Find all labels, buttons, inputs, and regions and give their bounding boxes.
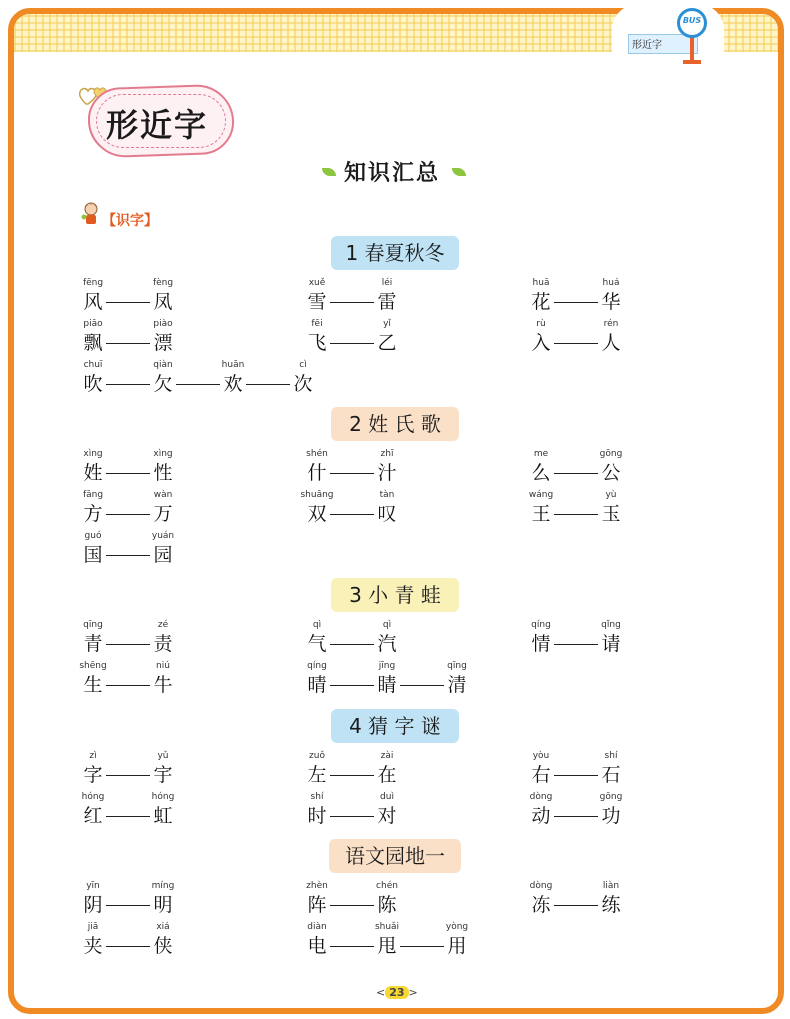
dash-line: [330, 644, 374, 646]
character-item: [445, 920, 469, 958]
character-group: [81, 488, 175, 526]
hanzi: 华: [601, 291, 621, 313]
hanzi: 园: [153, 544, 173, 566]
hanzi: 方: [83, 503, 103, 525]
pinyin: guó: [84, 531, 102, 541]
character-group: [81, 879, 175, 917]
lesson-title: 3 小 青 蛙: [331, 578, 459, 612]
character-item: [81, 488, 105, 526]
character-item: [81, 879, 105, 917]
character-item: [151, 659, 175, 697]
pinyin: yòu: [532, 751, 550, 761]
pinyin: wàn: [153, 490, 173, 500]
pinyin: niú: [156, 661, 170, 671]
character-item: [529, 790, 553, 828]
pinyin: shí: [604, 751, 618, 761]
character-group: [529, 790, 623, 828]
dash-line: [106, 473, 150, 475]
dash-line: [330, 685, 374, 687]
pinyin: rù: [536, 319, 546, 329]
dash-line: [330, 514, 374, 516]
character-group: [81, 659, 175, 697]
pinyin: wáng: [528, 490, 554, 500]
pinyin: zì: [89, 751, 97, 761]
pinyin: qīng: [83, 620, 103, 630]
character-item: [375, 920, 399, 958]
hanzi: 飞: [307, 332, 327, 354]
hanzi: 乙: [377, 332, 397, 354]
character-row: [0, 749, 790, 789]
character-item: [291, 358, 315, 396]
hanzi: 甩: [377, 935, 397, 957]
dash-line: [330, 343, 374, 345]
character-item: [305, 317, 329, 355]
pinyin: xuě: [308, 278, 326, 288]
character-item: [151, 790, 175, 828]
hanzi: 王: [531, 503, 551, 525]
dash-line: [554, 775, 598, 777]
pinyin: xiá: [156, 922, 170, 932]
pinyin: shuāng: [300, 490, 334, 500]
character-row: [0, 879, 790, 919]
dash-line: [106, 343, 150, 345]
tab-label: 形近字: [632, 40, 662, 51]
character-group: [81, 358, 315, 396]
pinyin: liàn: [602, 881, 620, 891]
pinyin: qǐng: [601, 620, 621, 630]
pinyin: diàn: [307, 922, 327, 932]
hanzi: 万: [153, 503, 173, 525]
hanzi: 花: [531, 291, 551, 313]
character-group: [305, 317, 399, 355]
hanzi: 青: [83, 633, 103, 655]
pinyin: yǐ: [383, 319, 391, 329]
hanzi: 汽: [377, 633, 397, 655]
pinyin: rén: [603, 319, 619, 329]
character-item: [375, 879, 399, 917]
hanzi: 雪: [307, 291, 327, 313]
character-item: [529, 488, 553, 526]
character-group: [529, 749, 623, 787]
hanzi: 字: [83, 764, 103, 786]
character-item: [81, 317, 105, 355]
hanzi: 清: [447, 674, 467, 696]
character-item: [599, 790, 623, 828]
hanzi: 虹: [153, 805, 173, 827]
character-item: [305, 749, 329, 787]
character-item: [599, 749, 623, 787]
character-item: [599, 618, 623, 656]
bus-stop-base: [683, 60, 701, 64]
dash-line: [106, 775, 150, 777]
hanzi: 对: [377, 805, 397, 827]
character-item: [529, 879, 553, 917]
bus-sign-label: BUS: [682, 16, 702, 25]
hanzi: 石: [601, 764, 621, 786]
hanzi: 阴: [83, 894, 103, 916]
hanzi: 飘: [83, 332, 103, 354]
dash-line: [330, 816, 374, 818]
hanzi: 宇: [153, 764, 173, 786]
character-item: [81, 749, 105, 787]
section-title: 知识汇总: [344, 161, 441, 186]
dash-line: [330, 473, 374, 475]
pinyin: me: [533, 449, 549, 459]
dash-line: [554, 816, 598, 818]
hanzi: 凤: [153, 291, 173, 313]
character-item: [375, 317, 399, 355]
hanzi: 汁: [377, 462, 397, 484]
hanzi: 国: [83, 544, 103, 566]
hanzi: 叹: [377, 503, 397, 525]
character-group: [81, 317, 175, 355]
character-item: [305, 790, 329, 828]
character-item: [151, 749, 175, 787]
hanzi: 冻: [531, 894, 551, 916]
pinyin: míng: [151, 881, 175, 891]
character-item: [529, 317, 553, 355]
hanzi: 请: [601, 633, 621, 655]
hanzi: 牛: [153, 674, 173, 696]
character-row: [0, 276, 790, 316]
hanzi: 生: [83, 674, 103, 696]
pinyin: qíng: [531, 620, 551, 630]
character-item: [151, 529, 175, 567]
hanzi: 人: [601, 332, 621, 354]
hanzi: 雷: [377, 291, 397, 313]
hanzi: 责: [153, 633, 173, 655]
hanzi: 晴: [307, 674, 327, 696]
pinyin: jīng: [378, 661, 396, 671]
hanzi: 在: [377, 764, 397, 786]
hanzi: 左: [307, 764, 327, 786]
character-item: [151, 920, 175, 958]
pinyin: duì: [380, 792, 394, 802]
category-label: 【识字】: [102, 213, 158, 229]
hanzi: 姓: [83, 462, 103, 484]
pinyin: zhī: [380, 449, 394, 459]
character-item: [375, 659, 399, 697]
character-group: [81, 618, 175, 656]
dash-line: [246, 384, 290, 386]
dash-line: [106, 685, 150, 687]
character-item: [81, 276, 105, 314]
hanzi: 次: [293, 373, 313, 395]
page-number: < 23 >: [376, 986, 418, 999]
character-group: [529, 447, 623, 485]
character-row: [0, 790, 790, 830]
character-group: [305, 659, 469, 697]
pinyin: shén: [306, 449, 328, 459]
character-group: [305, 920, 469, 958]
dash-line: [330, 302, 374, 304]
character-row: [0, 447, 790, 487]
hanzi: 欠: [153, 373, 173, 395]
hanzi: 用: [447, 935, 467, 957]
dash-line: [330, 775, 374, 777]
dash-line: [106, 555, 150, 557]
character-row: [0, 659, 790, 699]
character-item: [151, 358, 175, 396]
character-group: [305, 447, 399, 485]
lesson-title: 1 春夏秋冬: [331, 236, 459, 270]
character-item: [81, 659, 105, 697]
dash-line: [106, 384, 150, 386]
character-item: [151, 879, 175, 917]
character-item: [599, 447, 623, 485]
pinyin: piào: [153, 319, 173, 329]
character-item: [151, 488, 175, 526]
character-item: [151, 276, 175, 314]
character-item: [151, 618, 175, 656]
character-row: [0, 618, 790, 658]
hanzi: 风: [83, 291, 103, 313]
character-item: [305, 879, 329, 917]
page-title: 形近字: [106, 106, 209, 144]
hanzi: 漂: [153, 332, 173, 354]
character-item: [375, 749, 399, 787]
dash-line: [106, 905, 150, 907]
character-group: [529, 618, 623, 656]
dash-line: [554, 343, 598, 345]
hanzi: 动: [531, 805, 551, 827]
dash-line: [106, 946, 150, 948]
hanzi: 情: [531, 633, 551, 655]
pinyin: huá: [602, 278, 620, 288]
character-row: [0, 529, 790, 569]
pinyin: léi: [381, 278, 393, 288]
hanzi: 吹: [83, 373, 103, 395]
pinyin: jiā: [87, 922, 99, 932]
character-group: [305, 618, 399, 656]
character-group: [81, 276, 175, 314]
dash-line: [176, 384, 220, 386]
character-item: [529, 618, 553, 656]
character-item: [151, 317, 175, 355]
pinyin: dòng: [529, 881, 553, 891]
character-item: [599, 488, 623, 526]
character-row: [0, 920, 790, 960]
pinyin: fēng: [82, 278, 104, 288]
character-group: [529, 488, 623, 526]
hanzi: 性: [153, 462, 173, 484]
pinyin: zé: [157, 620, 169, 630]
character-item: [445, 659, 469, 697]
lesson-title: 语文园地一: [329, 839, 461, 873]
pinyin: yuán: [151, 531, 175, 541]
dash-line: [106, 302, 150, 304]
character-item: [375, 276, 399, 314]
character-item: [305, 618, 329, 656]
pinyin: dòng: [529, 792, 553, 802]
character-item: [599, 276, 623, 314]
pinyin: huā: [532, 278, 550, 288]
pinyin: qíng: [307, 661, 327, 671]
character-group: [300, 488, 399, 526]
hanzi: 夹: [83, 935, 103, 957]
hanzi: 公: [601, 462, 621, 484]
pinyin: gōng: [599, 792, 623, 802]
dash-line: [400, 946, 444, 948]
pinyin: fēi: [311, 319, 323, 329]
character-item: [375, 618, 399, 656]
character-group: [81, 447, 175, 485]
hanzi: 玉: [601, 503, 621, 525]
dash-line: [554, 514, 598, 516]
character-item: [529, 447, 553, 485]
hanzi: 时: [307, 805, 327, 827]
character-row: [0, 358, 790, 398]
character-group: [305, 790, 399, 828]
character-group: [529, 317, 623, 355]
pinyin: yǔ: [157, 751, 169, 761]
lesson-title: 2 姓 氏 歌: [331, 407, 459, 441]
dash-line: [106, 514, 150, 516]
character-group: [81, 749, 175, 787]
hanzi: 陈: [377, 894, 397, 916]
character-item: [81, 529, 105, 567]
dash-line: [554, 644, 598, 646]
page-number-value: 23: [385, 986, 408, 999]
dash-line: [330, 905, 374, 907]
character-item: [529, 749, 553, 787]
character-item: [221, 358, 245, 396]
hanzi: 右: [531, 764, 551, 786]
pinyin: piāo: [83, 319, 103, 329]
hanzi: 双: [307, 503, 327, 525]
character-item: [375, 790, 399, 828]
character-group: [529, 276, 623, 314]
lesson-title: 4 猜 字 谜: [331, 709, 459, 743]
pinyin: chén: [376, 881, 398, 891]
character-item: [81, 447, 105, 485]
hanzi: 气: [307, 633, 327, 655]
character-item: [529, 276, 553, 314]
character-item: [305, 276, 329, 314]
character-item: [305, 920, 329, 958]
character-row: [0, 488, 790, 528]
dash-line: [106, 816, 150, 818]
character-item: [81, 920, 105, 958]
character-item: [81, 618, 105, 656]
pinyin: yòng: [445, 922, 469, 932]
pinyin: shuǎi: [374, 922, 400, 932]
character-item: [81, 358, 105, 396]
pinyin: yù: [605, 490, 617, 500]
character-group: [305, 879, 399, 917]
pinyin: shēng: [79, 661, 107, 671]
dash-line: [554, 905, 598, 907]
pinyin: fèng: [152, 278, 174, 288]
character-group: [81, 920, 175, 958]
hanzi: 阵: [307, 894, 327, 916]
pinyin: hóng: [81, 792, 105, 802]
dash-line: [400, 685, 444, 687]
hanzi: 电: [307, 935, 327, 957]
hanzi: 侠: [153, 935, 173, 957]
pinyin: qì: [382, 620, 392, 630]
pinyin: gōng: [599, 449, 623, 459]
hanzi: 欢: [223, 373, 243, 395]
pinyin: qiàn: [153, 360, 173, 370]
hanzi: 睛: [377, 674, 397, 696]
hanzi: 么: [531, 462, 551, 484]
pinyin: shí: [310, 792, 324, 802]
hanzi: 红: [83, 805, 103, 827]
pinyin: zuǒ: [309, 751, 325, 761]
pinyin: xìng: [153, 449, 173, 459]
pinyin: cì: [299, 360, 307, 370]
character-item: [599, 317, 623, 355]
pinyin: zài: [380, 751, 394, 761]
dash-line: [554, 302, 598, 304]
character-item: [599, 879, 623, 917]
pinyin: huān: [221, 360, 245, 370]
dash-line: [106, 644, 150, 646]
girl-icon: [80, 200, 102, 226]
dash-line: [554, 473, 598, 475]
character-item: [81, 790, 105, 828]
hanzi: 明: [153, 894, 173, 916]
character-item: [305, 659, 329, 697]
character-row: [0, 317, 790, 357]
pinyin: zhèn: [306, 881, 328, 891]
character-item: [151, 447, 175, 485]
character-group: [305, 276, 399, 314]
pinyin: hóng: [151, 792, 175, 802]
pinyin: yīn: [86, 881, 100, 891]
character-item: [300, 488, 334, 526]
character-group: [305, 749, 399, 787]
hanzi: 什: [307, 462, 327, 484]
character-item: [305, 447, 329, 485]
hanzi: 功: [601, 805, 621, 827]
pinyin: tàn: [379, 490, 395, 500]
character-item: [375, 488, 399, 526]
pinyin: chuī: [83, 360, 103, 370]
character-group: [81, 529, 175, 567]
pinyin: fāng: [82, 490, 104, 500]
character-item: [375, 447, 399, 485]
pinyin: qì: [312, 620, 322, 630]
character-group: [81, 790, 175, 828]
hanzi: 入: [531, 332, 551, 354]
pinyin: qīng: [447, 661, 467, 671]
character-group: [529, 879, 623, 917]
pinyin: xìng: [83, 449, 103, 459]
dash-line: [330, 946, 374, 948]
hanzi: 练: [601, 894, 621, 916]
